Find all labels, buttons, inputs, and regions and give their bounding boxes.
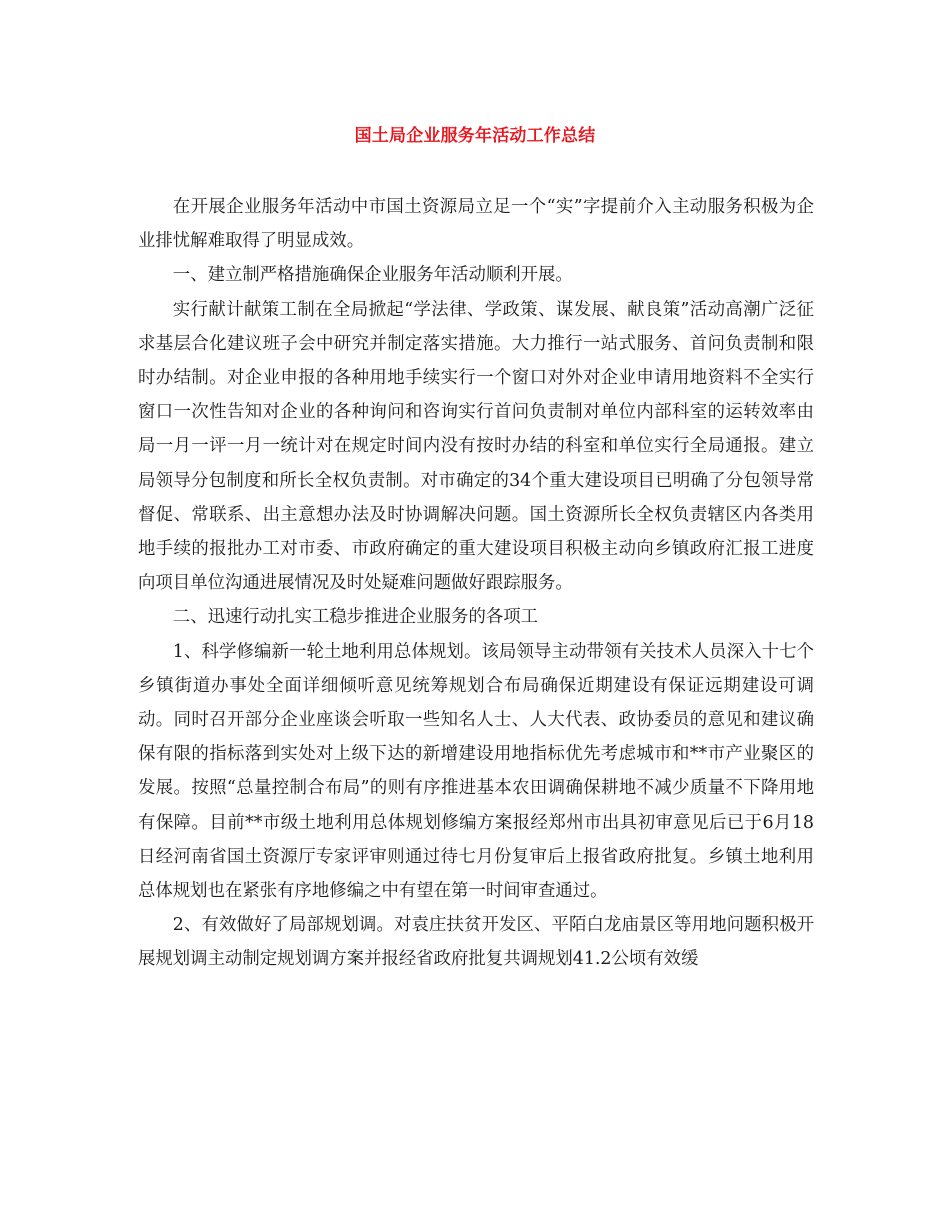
paragraph-item-1: 1、科学修编新一轮土地利用总体规划。该局领导主动带领有关技术人员深入十七个乡镇街道办事处全面详细倾听意见统筹规划合布局确保近期建设有保证远期建设可调动。同时召开部分企业座谈会听取一些知名人士、人大代表、政协委员的意见和建议确保有限的指标落到实处对上级下达的新增建设用地指标优先考虑城市和**市产业聚区的发展。按照“总量控制合布局”的则有序推进基本农田调确保耕地不减少质量不下降用地有保障。目前**市级土地利用总体规划修编方案报经郑州市出具初审意见后已于6月18日经河南省国土资源厅专家评审则通过待七月份复审后上报省政府批复。乡镇土地利用总体规划也在紧张有序地修编之中有望在第一时间审查通过。 — [138, 641, 814, 902]
paragraph-body-1: 实行献计献策工制在全局掀起“学法律、学政策、谋发展、献良策”活动高潮广泛征求基层合化建议班子会中研究并制定落实措施。大力推行一站式服务、首问负责制和限时办结制。对企业申报的各种用地手续实行一个窗口对外对企业申请用地资料不全实行窗口一次性告知对企业的各种询问和咨询实行首问负责制对单位内部科室的运转效率由局一月一评一月一统计对在规定时间内没有按时办结的科室和单位实行全局通报。建立局领导分包制度和所长全权负责制。对市确定的34个重大建设项目已明确了分包领导常督促、常联系、出主意想办法及时协调解决问题。国土资源所长全权负责辖区内各类用地手续的报批办工对市委、市政府确定的重大建设项目积极主动向乡镇政府汇报工进度向项目单位沟通进展情况及时处疑难问题做好跟踪服务。 — [138, 299, 814, 594]
document-title: 国土局企业服务年活动工作总结 — [354, 126, 596, 146]
paragraph-heading-1: 一、建立制严格措施确保企业服务年活动顺利开展。 — [172, 265, 573, 286]
paragraph-heading-2: 二、迅速行动扎实工稳步推进企业服务的各项工 — [172, 607, 539, 628]
paragraph-intro: 在开展企业服务年活动中市国土资源局立足一个“实”字提前介入主动服务积极为企业排忧解难取得了明显成效。 — [138, 197, 814, 252]
paragraph-item-2: 2、有效做好了局部规划调。对袁庄扶贫开发区、平陌白龙庙景区等用地问题积极开展规划调主动制定规划调方案并报经省政府批复共调规划41.2公顷有效缓 — [138, 915, 814, 970]
document-body — [138, 190, 814, 977]
